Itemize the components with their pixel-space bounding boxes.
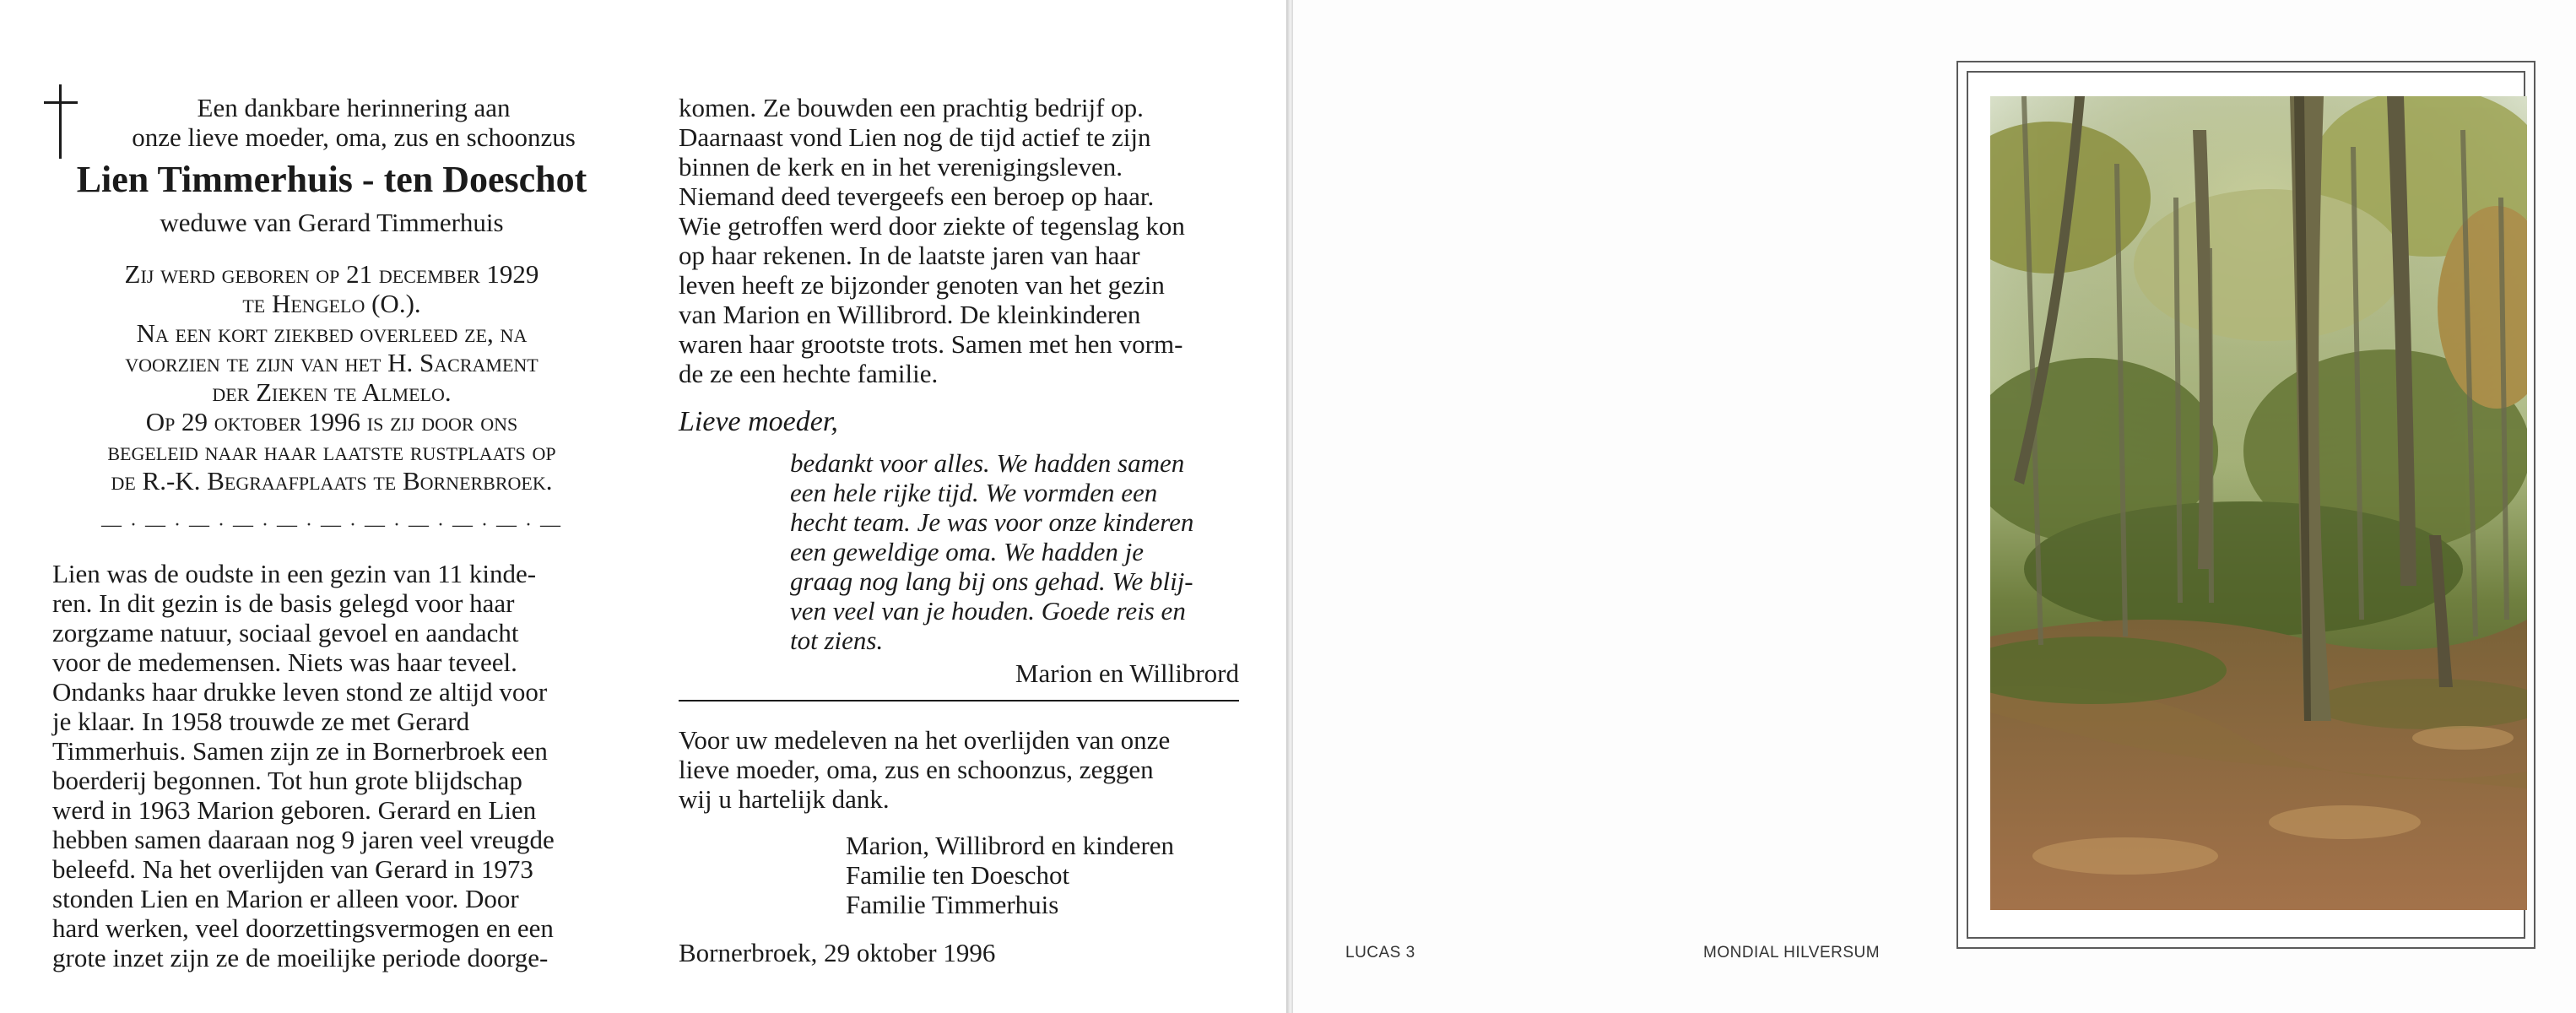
imprint-publisher: MONDIAL HILVERSUM bbox=[1703, 944, 1881, 962]
decorative-separator: — · — · — · — · — · — · — · — · — · — · — bbox=[101, 514, 562, 536]
widow-line: weduwe van Gerard Timmerhuis bbox=[160, 208, 504, 237]
birth-death-details bbox=[52, 259, 611, 496]
detail-line: Op 29 oktober 1996 is zij door ons bbox=[145, 407, 518, 436]
left-text-column bbox=[52, 93, 611, 972]
forest-photo bbox=[1990, 96, 2527, 910]
detail-line: der Zieken te Almelo. bbox=[212, 377, 452, 407]
intro-line-1: Een dankbare herinnering aan bbox=[197, 93, 511, 122]
intro-line-2: onze lieve moeder, oma, zus en schoonzus bbox=[132, 122, 576, 152]
deceased-name: Lien Timmerhuis - ten Doeschot bbox=[76, 159, 587, 200]
detail-line: voorzien te zijn van het H. Sacrament bbox=[125, 348, 538, 377]
detail-line: de R.-K. Begraafplaats te Bornerbroek. bbox=[111, 466, 553, 496]
detail-line: te Hengelo (O.). bbox=[242, 289, 421, 318]
message-signature: Marion en Willibrord bbox=[1015, 658, 1239, 688]
thanks-text: Voor uw medeleven na het overlijden van onze lieve moeder, oma, zus en schoonzus, zeggen wij u hartelijk dank. bbox=[679, 725, 1171, 814]
right-text-column bbox=[679, 93, 1239, 967]
biography-text: Lien was de oudste in een gezin van 11 kinde- ren. In dit gezin is de basis gelegd voor haar zorgzame natuur, sociaal gevoel en aandacht voor de medemensen. Niets was haar teveel. Ondanks haar drukke leven stond ze altijd voor je klaar. In 1958 trouwde ze met Gerard Timmerhuis. Samen zijn ze in Bornerbroek een boerderij begonnen. Tot hun grote blijdschap werd in 1963 Marion geboren. Gerard en Lien hebben samen daaraan nog 9 jaren veel vreugde beleefd. Na het overlijden van Gerard in 1973 stonden Lien en Marion er alleen voor. Door hard werken, veel doorzettingsvermogen en een grote inzet zijn ze de moeilijke periode doorge- bbox=[52, 559, 555, 972]
place-and-date: Bornerbroek, 29 oktober 1996 bbox=[679, 938, 996, 967]
family-signatures: Marion, Willibrord en kinderen Familie ten Doeschot Familie Timmerhuis bbox=[846, 831, 1175, 919]
detail-line: Zij werd geboren op 21 december 1929 bbox=[124, 259, 539, 289]
imprint-card-code: LUCAS 3 bbox=[1345, 944, 1415, 962]
salutation: Lieve moeder, bbox=[679, 406, 838, 437]
detail-line: begeleid naar haar laatste rustplaats op bbox=[107, 436, 556, 466]
biography-continued: komen. Ze bouwden een prachtig bedrijf op. Daarnaast vond Lien nog de tijd actief te zijn binnen de kerk en in het verenigingsleven. Niemand deed tevergeefs een beroep op haar. Wie getroffen werd door ziekte of tegenslag kon op haar rekenen. In de laatste jaren van haar leven heeft ze bijzonder genoten van het gezin van Marion en Willibrord. De kleinkinderen waren haar grootste trots. Samen met hen vorm- de ze een hechte familie. bbox=[679, 93, 1185, 388]
divider-line bbox=[679, 700, 1239, 702]
farewell-message: bedankt voor alles. We hadden samen een hele rijke tijd. We vormden een hecht team. Je was voor onze kinderen een geweldige oma. We hadden je graag nog lang bij ons gehad. We blij- ven veel van je houden. Goede reis en tot ziens. bbox=[790, 448, 1194, 655]
detail-line: Na een kort ziekbed overleed ze, na bbox=[136, 318, 528, 348]
card-fold bbox=[1286, 0, 1293, 1013]
